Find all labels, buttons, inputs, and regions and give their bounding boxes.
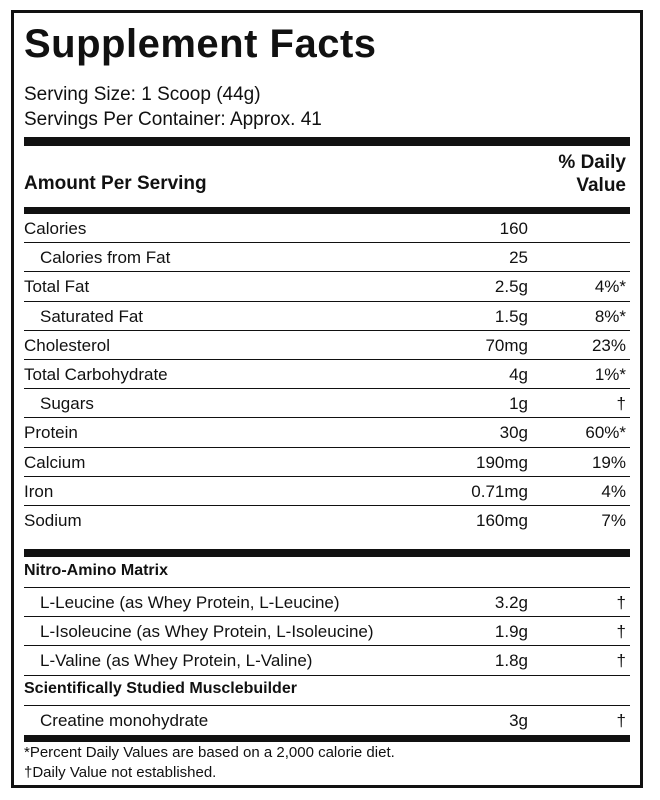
nutrient-amount: 1g (509, 394, 528, 414)
nutrient-amount: 4g (509, 364, 528, 384)
thick-divider-bottom (24, 735, 630, 742)
nutrient-amount: 2.5g (494, 277, 528, 297)
nutrient-amount: 190mg (476, 452, 528, 472)
footnote-not-established: †Daily Value not established. (24, 764, 217, 781)
thick-divider-header (24, 207, 630, 214)
nutrient-daily-value: 4% (601, 481, 626, 501)
nutrient-amount: 1.5g (494, 306, 528, 326)
nutrient-row-calories (24, 214, 630, 243)
musclebuilder-table (24, 706, 630, 735)
nutrient-label: Iron (24, 481, 54, 501)
nutrient-label: Saturated Fat (40, 306, 144, 326)
ingredient-label: L-Leucine (as Whey Protein, L-Leucine) (40, 593, 340, 612)
ingredient-amount: 3.2g (494, 593, 528, 612)
ingredient-label: Creatine monohydrate (40, 711, 209, 730)
nutrient-amount: 160mg (476, 510, 528, 530)
ingredient-amount: 3g (509, 711, 528, 730)
nutrient-row-cholesterol (24, 331, 630, 360)
nutrient-label: Cholesterol (24, 335, 110, 355)
nutrient-label: Calories (24, 219, 87, 238)
nutrient-label: Sugars (40, 394, 94, 414)
nutrient-row-protein (24, 418, 630, 447)
ingredient-row-l-isoleucine (24, 617, 630, 646)
ingredient-amount: 1.9g (494, 622, 528, 642)
nutrient-row-calcium (24, 448, 630, 477)
nutrient-amount: 70mg (485, 335, 528, 355)
thick-divider-nutrients (24, 549, 630, 557)
supplement-facts-panel (11, 10, 643, 788)
nutrient-label: Sodium (24, 510, 82, 530)
nutrient-label: Total Carbohydrate (24, 364, 168, 384)
ingredient-label: L-Valine (as Whey Protein, L-Valine) (40, 651, 313, 671)
daily-value-header-line1: % Daily (558, 152, 626, 173)
nutrient-row-sugars (24, 389, 630, 418)
ingredient-row-l-leucine (24, 588, 630, 617)
nutrient-label: Total Fat (24, 277, 90, 297)
nutrient-amount: 30g (499, 423, 528, 443)
nutrient-amount: 160 (499, 219, 528, 238)
ingredient-daily-value: † (616, 711, 626, 730)
footnote-daily-values: *Percent Daily Values are based on a 2,000 calorie diet. (24, 744, 395, 761)
ingredient-amount: 1.8g (494, 651, 528, 671)
nutrient-daily-value: 19% (591, 452, 626, 472)
nutrient-daily-value: 23% (591, 335, 626, 355)
nitro-amino-matrix-title: Nitro-Amino Matrix (24, 562, 168, 579)
nutrient-daily-value: 1%* (594, 364, 626, 384)
nutrient-daily-value: 4%* (594, 277, 626, 297)
nitro-amino-table (24, 588, 630, 676)
musclebuilder-title: Scientifically Studied Musclebuilder (24, 680, 297, 697)
nutrient-daily-value: 7% (601, 510, 626, 530)
thick-divider-top (24, 137, 630, 146)
ingredient-daily-value: † (616, 622, 626, 642)
ingredient-row-l-valine (24, 646, 630, 675)
nutrient-daily-value: 60%* (585, 423, 626, 443)
ingredient-daily-value: † (616, 651, 626, 671)
nutrient-label: Calories from Fat (40, 248, 171, 268)
daily-value-header (558, 151, 626, 197)
nutrient-row-total-carbohydrate (24, 360, 630, 389)
nutrient-daily-value: 8%* (594, 306, 626, 326)
nutrient-row-iron (24, 477, 630, 506)
nutrient-label: Calcium (24, 452, 86, 472)
ingredient-label: L-Isoleucine (as Whey Protein, L-Isoleucine) (40, 622, 374, 642)
nutrient-row-saturated-fat (24, 302, 630, 331)
nutrient-daily-value: † (616, 394, 626, 414)
nutrient-row-sodium (24, 506, 630, 535)
ingredient-row-creatine (24, 706, 630, 735)
nutrient-amount: 25 (509, 248, 528, 268)
ingredient-daily-value: † (616, 593, 626, 612)
nutrient-row-total-fat (24, 272, 630, 301)
panel-title: Supplement Facts (24, 22, 377, 66)
nutrient-label: Protein (24, 423, 78, 443)
nutrient-table (24, 214, 630, 535)
serving-size: Serving Size: 1 Scoop (44g) (24, 84, 261, 105)
nutrient-amount: 0.71mg (471, 481, 528, 501)
amount-per-serving-header: Amount Per Serving (24, 173, 207, 194)
servings-per-container: Servings Per Container: Approx. 41 (24, 109, 322, 130)
daily-value-header-line2: Value (576, 175, 626, 196)
nutrient-row-calories-from-fat (24, 243, 630, 272)
